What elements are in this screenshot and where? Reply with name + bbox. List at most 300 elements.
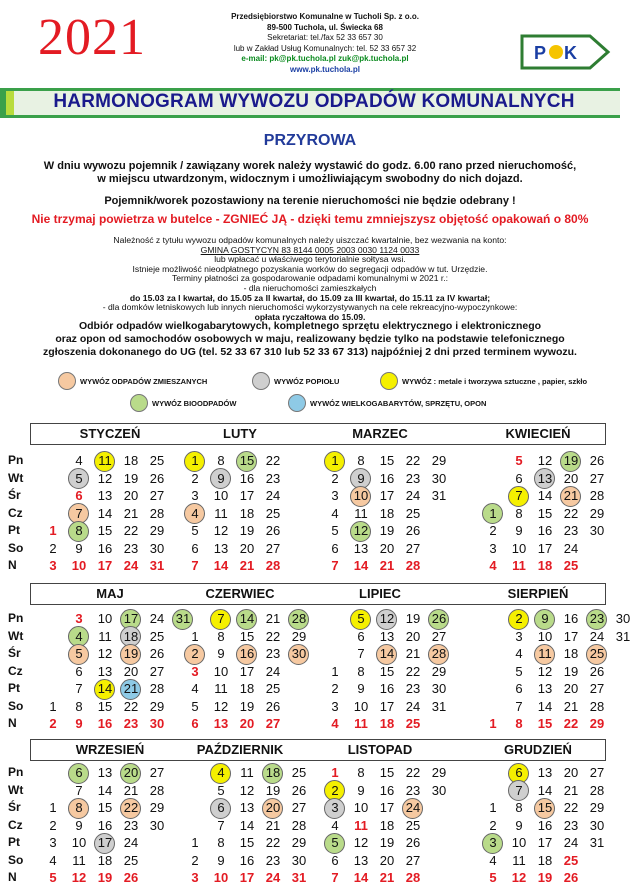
calendar-day: 26	[291, 782, 307, 798]
calendar-day: 24	[405, 800, 421, 815]
month-name: LIPIEC	[359, 586, 401, 601]
legend-item	[58, 372, 207, 390]
calendar-day: 27	[405, 540, 421, 556]
calendar-day: 22	[265, 835, 281, 850]
calendar-day: 3	[49, 835, 57, 850]
calendar-day: 18	[123, 453, 139, 468]
legend-item	[130, 394, 236, 412]
calendar-day: 15	[239, 628, 255, 644]
calendar-day: 28	[149, 782, 165, 798]
title-banner	[0, 88, 620, 118]
calendar-day: 29	[431, 765, 447, 780]
calendar-day: 13	[353, 540, 369, 556]
calendar-day: 4	[331, 505, 339, 521]
calendar-day: 12	[353, 835, 369, 850]
calendar-day: 23	[405, 681, 421, 696]
calendar-day: 6	[217, 800, 225, 815]
calendar-day: 5	[357, 611, 365, 626]
calendar-day: 9	[541, 611, 549, 626]
weekday-label: Pt	[8, 681, 20, 695]
calendar-day: 11	[512, 558, 526, 573]
calendar-day: 19	[265, 782, 281, 798]
calendar-day: 25	[291, 765, 307, 780]
calendar-day: 23	[123, 540, 139, 556]
month-name: MAJ	[96, 586, 124, 601]
calendar-day: 17	[563, 628, 579, 644]
calendar-day: 3	[489, 540, 497, 556]
calendar-day: 24	[149, 611, 165, 626]
legend-label: WYWÓZ POPIOŁU	[274, 376, 340, 386]
calendar-day: 28	[405, 558, 421, 573]
calendar-day: 12	[511, 870, 527, 885]
calendar-day: 19	[123, 646, 139, 661]
calendar-day: 9	[515, 817, 523, 833]
calendar-day: 14	[379, 646, 395, 661]
calendar-day: 5	[191, 523, 199, 538]
legend-swatch-icon	[130, 394, 148, 412]
calendar-day: 7	[75, 505, 83, 521]
calendar-day: 24	[123, 835, 139, 850]
calendar-day: 9	[217, 470, 225, 486]
calendar-day: 26	[149, 646, 165, 661]
calendar-day: 15	[379, 765, 395, 780]
calendar-day: 10	[511, 540, 527, 556]
calendar-day: 7	[217, 817, 225, 833]
weekday-label: Cz	[8, 505, 23, 520]
calendar-day: 21	[379, 558, 395, 573]
calendar-day: 7	[331, 870, 339, 885]
calendar-day: 16	[239, 852, 255, 868]
calendar-day: 1	[49, 523, 57, 538]
calendar-day: 16	[537, 817, 553, 833]
calendar-day: 23	[563, 523, 579, 538]
calendar-day: 11	[512, 852, 526, 868]
calendar-day: 24	[265, 488, 281, 503]
calendar-day: 10	[97, 611, 113, 626]
calendar-day: 5	[217, 782, 225, 798]
calendar-day: 12	[239, 782, 255, 798]
calendar-day: 8	[217, 453, 225, 468]
calendar-day: 30	[589, 523, 605, 538]
calendar-day: 20	[265, 800, 281, 815]
calendar-day: 31	[149, 558, 165, 573]
calendar-day: 28	[149, 681, 165, 696]
calendar-day: 11	[72, 852, 86, 868]
calendar-day: 4	[489, 852, 497, 868]
company-logo	[520, 30, 610, 79]
calendar-day: 15	[537, 800, 553, 815]
calendar-day: 5	[515, 453, 523, 468]
calendar-day: 29	[149, 698, 165, 714]
calendar-day: 5	[331, 523, 339, 538]
weekday-label: Pn	[8, 765, 24, 779]
calendar-day: 8	[75, 800, 83, 815]
calendar-day: 23	[589, 611, 605, 626]
calendar-day: 17	[379, 698, 395, 714]
calendar-day: 17	[379, 488, 395, 503]
calendar-day: 13	[379, 628, 395, 644]
calendar-day: 4	[191, 505, 199, 521]
company-www[interactable]: www.pk.tuchola.pl	[290, 64, 360, 74]
legend-swatch-icon	[58, 372, 76, 390]
calendar-day: 29	[589, 716, 605, 731]
calendar-day: 6	[191, 540, 199, 556]
month-name: GRUDZIEŃ	[504, 742, 572, 757]
weekday-label: Pt	[8, 523, 20, 537]
calendar-day: 20	[123, 663, 139, 679]
calendar-day: 3	[191, 663, 199, 679]
notice-setout-line: W dniu wywozu pojemnik / zawiązany worek należy wystawić do godz. 6.00 rano przed nieruchomość,	[43, 160, 577, 172]
calendar-day: 11	[214, 681, 228, 696]
calendar-day: 31	[615, 628, 631, 644]
calendar-day: 5	[489, 870, 497, 885]
notice-setout-line: w miejscu utwardzonym, widocznym i umożliwiającym swobodny do nich dojazd.	[97, 173, 523, 185]
calendar-day: 8	[357, 663, 365, 679]
calendar-day: 7	[75, 681, 83, 696]
calendar-day: 17	[97, 558, 113, 573]
calendar-day: 7	[515, 782, 523, 798]
calendar-day: 20	[563, 681, 579, 696]
calendar-day: 25	[149, 628, 165, 644]
calendar-day: 23	[265, 470, 281, 486]
calendar-day: 6	[331, 540, 339, 556]
calendar-day: 22	[563, 505, 579, 521]
calendar-day: 4	[331, 817, 339, 833]
calendar-day: 18	[379, 505, 395, 521]
calendar-day: 25	[589, 646, 605, 661]
calendar-day: 2	[49, 817, 57, 833]
calendar-day: 26	[589, 453, 605, 468]
calendar-day: 10	[353, 488, 369, 503]
calendar-day: 6	[357, 628, 365, 644]
payment-info	[10, 236, 610, 322]
calendar-day: 27	[291, 800, 307, 815]
bulky-line: oraz opon od samochodów osobowych w maju, realizowany będzie tylko na podstawie telefonicznego	[55, 333, 565, 345]
calendar-day: 22	[123, 800, 139, 815]
legend-item	[380, 372, 587, 390]
calendar-day: 25	[265, 505, 281, 521]
calendar-day: 17	[123, 611, 139, 626]
calendar-day: 28	[589, 488, 605, 503]
calendar-day: 8	[515, 716, 523, 731]
payment-lump-sum: opłata ryczałtowa do 15.09.	[254, 311, 366, 322]
calendar-day: 14	[353, 558, 369, 573]
calendar-day: 11	[354, 817, 368, 833]
calendar-day: 20	[123, 765, 139, 780]
calendar-day: 20	[379, 540, 395, 556]
calendar-day: 22	[563, 800, 579, 815]
village-name: PRZYROWA	[263, 132, 357, 149]
calendar-day: 20	[123, 488, 139, 503]
calendar-day: 18	[379, 817, 395, 833]
calendar-day: 6	[75, 765, 83, 780]
calendar-day: 2	[191, 646, 199, 661]
calendar-day: 19	[97, 870, 113, 885]
calendar-day: 21	[405, 646, 421, 661]
calendar-day: 26	[405, 835, 421, 850]
calendar-day: 4	[75, 628, 83, 644]
calendar-day: 14	[239, 611, 255, 626]
month-name: CZERWIEC	[205, 586, 275, 601]
weekday-label: Cz	[8, 817, 23, 832]
calendar-day: 25	[405, 716, 421, 731]
calendar-day: 8	[217, 835, 225, 850]
calendar-day: 21	[265, 611, 281, 626]
calendar-day: 25	[405, 817, 421, 833]
calendar-day: 25	[123, 852, 139, 868]
calendar-day: 18	[537, 852, 553, 868]
calendar-day: 6	[515, 470, 523, 486]
calendar-day: 13	[213, 716, 229, 731]
calendar-day: 20	[239, 540, 255, 556]
calendar-day: 23	[265, 852, 281, 868]
calendar-day: 2	[331, 681, 339, 696]
calendar-day: 9	[217, 852, 225, 868]
calendar-day: 4	[49, 852, 57, 868]
legend-label: WYWÓZ : metale i tworzywa sztuczne , papier, szkło	[402, 376, 588, 386]
weekday-label: N	[8, 870, 17, 884]
calendar-day: 2	[49, 540, 57, 556]
calendar-day: 11	[214, 505, 228, 521]
calendar-day: 10	[71, 558, 87, 573]
calendar-day: 27	[589, 681, 605, 696]
calendar-day: 2	[191, 470, 199, 486]
calendar-day: 5	[49, 870, 57, 885]
calendar-day: 31	[431, 488, 447, 503]
calendar-day: 24	[265, 663, 281, 679]
calendar-day: 18	[563, 646, 579, 661]
calendar-day: 16	[379, 470, 395, 486]
svg-text:K: K	[564, 43, 577, 63]
calendar-day: 15	[97, 800, 113, 815]
calendar-day: 14	[97, 681, 113, 696]
calendar-day: 1	[191, 835, 199, 850]
calendar-day: 3	[331, 488, 339, 503]
calendar-day: 1	[49, 698, 57, 714]
calendar-day: 6	[515, 765, 523, 780]
calendar-day: 30	[589, 817, 605, 833]
calendar-day: 8	[357, 453, 365, 468]
month-name: PAŹDZIERNIK	[196, 742, 284, 757]
calendar-day: 5	[331, 835, 339, 850]
calendar-day: 8	[515, 800, 523, 815]
calendar-day: 28	[291, 817, 307, 833]
svg-text:P: P	[534, 43, 547, 63]
calendar-day: 2	[331, 470, 339, 486]
weekday-label: Wt	[8, 470, 24, 485]
calendar-day: 10	[353, 698, 369, 714]
calendar-day: 26	[265, 523, 281, 538]
calendar-day: 28	[405, 870, 421, 885]
calendar-day: 26	[123, 870, 139, 885]
calendar-day: 19	[239, 523, 255, 538]
calendar-day: 4	[217, 765, 225, 780]
calendar-day: 20	[405, 628, 421, 644]
calendar-day: 15	[239, 453, 255, 468]
calendar-day: 21	[563, 782, 579, 798]
calendar-day: 22	[405, 453, 421, 468]
calendar-day: 13	[97, 765, 113, 780]
calendar-day: 27	[431, 628, 447, 644]
calendar-day: 29	[589, 800, 605, 815]
calendar-day: 26	[431, 611, 447, 626]
calendar-day: 7	[331, 558, 339, 573]
calendar-day: 12	[97, 470, 113, 486]
calendar-day: 25	[149, 453, 165, 468]
calendar-day: 1	[331, 453, 339, 468]
calendar-day: 13	[353, 852, 369, 868]
calendar-day: 20	[563, 765, 579, 780]
calendar-day: 16	[97, 540, 113, 556]
year-title: 2021	[38, 9, 146, 66]
calendar-day: 29	[589, 505, 605, 521]
calendar-day: 5	[515, 663, 523, 679]
payment-line: Terminy płatności za gospodarowanie odpadami komunalnymi w 2021 r.:	[171, 273, 449, 284]
calendar-day: 6	[75, 663, 83, 679]
calendar-day: 19	[123, 470, 139, 486]
calendar-day: 17	[537, 540, 553, 556]
calendar-day: 30	[431, 681, 447, 696]
calendar-day: 3	[49, 558, 57, 573]
month-name: WRZESIEŃ	[75, 742, 145, 757]
calendar-day: 6	[75, 488, 83, 503]
company-phone-2: lub w Zakład Usług Komunalnych: tel. 52 33 657 32	[233, 43, 417, 53]
legend-label: WYWÓZ WIELKOGABARYTÓW, SPRZĘTU, OPON	[310, 398, 487, 408]
calendar-day: 7	[191, 558, 199, 573]
company-email[interactable]: e-mail: pk@pk.tuchola.pl zuk@pk.tuchola.pl	[241, 54, 409, 63]
calendar-day: 25	[405, 505, 421, 521]
calendar-day: 3	[331, 698, 339, 714]
calendar-day: 17	[379, 800, 395, 815]
calendar-day: 16	[239, 470, 255, 486]
calendar-day: 11	[354, 716, 368, 731]
calendar-day: 16	[97, 817, 113, 833]
calendar-day: 8	[75, 698, 83, 714]
calendar-day: 31	[431, 698, 447, 714]
calendar-day: 18	[379, 716, 395, 731]
month-name: KWIECIEŃ	[505, 426, 571, 441]
calendar-day: 13	[537, 681, 553, 696]
calendar-day: 19	[405, 611, 421, 626]
calendar-day: 26	[149, 470, 165, 486]
calendar-day: 30	[431, 782, 447, 798]
legend-swatch-icon	[288, 394, 306, 412]
calendar-day: 22	[123, 698, 139, 714]
legend-item	[288, 394, 486, 412]
calendar-day: 29	[291, 835, 307, 850]
calendar-day: 22	[123, 523, 139, 538]
calendar-day: 3	[191, 488, 199, 503]
legend-swatch-icon	[252, 372, 270, 390]
calendar-day: 13	[239, 800, 255, 815]
legend-label: WYWÓZ ODPADÓW ZMIESZANYCH	[80, 376, 208, 386]
calendar-day: 3	[515, 628, 523, 644]
calendar-day: 20	[239, 716, 255, 731]
payment-line: - dla nieruchomości zamieszkałych	[243, 282, 377, 293]
calendar-day: 27	[149, 663, 165, 679]
calendar-day: 24	[589, 628, 605, 644]
calendar-day: 1	[489, 716, 497, 731]
calendar-day: 3	[331, 800, 339, 815]
calendar-day: 25	[563, 852, 579, 868]
calendar-day: 18	[537, 558, 553, 573]
calendar-day: 2	[489, 817, 497, 833]
calendar-day: 20	[379, 852, 395, 868]
calendar-day: 15	[97, 698, 113, 714]
notice-crush-bottle: Nie trzymaj powietrza w butelce - ZGNIEĆ JĄ - dzięki temu zmniejszysz objętość opakowań o 80%	[31, 212, 589, 226]
calendar-day: 13	[537, 470, 553, 486]
calendar-day: 11	[98, 453, 112, 468]
calendar-day: 28	[149, 505, 165, 521]
calendar-day: 29	[431, 663, 447, 679]
calendar-day: 2	[49, 716, 57, 731]
notice-setout	[10, 160, 610, 186]
calendar-day: 1	[191, 453, 199, 468]
calendar-day: 30	[149, 540, 165, 556]
calendar-day: 28	[265, 558, 281, 573]
calendar-day: 9	[357, 782, 365, 798]
calendar-day: 27	[405, 852, 421, 868]
calendar-day: 26	[405, 523, 421, 538]
calendar-day: 12	[71, 870, 87, 885]
calendar-day: 19	[239, 698, 255, 714]
calendar-day: 30	[431, 470, 447, 486]
calendar-day: 17	[97, 835, 113, 850]
calendar-day: 23	[123, 716, 139, 731]
calendar-day: 26	[589, 663, 605, 679]
calendar-day: 6	[331, 852, 339, 868]
calendar-day: 1	[331, 765, 339, 780]
calendar-day: 2	[191, 852, 199, 868]
calendar-day: 10	[353, 800, 369, 815]
calendar-day: 14	[537, 488, 553, 503]
calendar-day: 3	[75, 611, 83, 626]
company-name: Przedsiębiorstwo Komunalne w Tucholi Sp. z o.o.	[231, 12, 419, 21]
payment-deadlines: do 15.03 za I kwartał, do 15.05 za II kwartał, do 15.09 za III kwartał, do 15.11 za IV kwartał;	[129, 292, 491, 303]
legend-swatch-icon	[380, 372, 398, 390]
calendar-day: 7	[515, 488, 523, 503]
calendar-day: 10	[71, 835, 87, 850]
calendar-day: 10	[537, 628, 553, 644]
calendar-day: 9	[357, 681, 365, 696]
calendar-day: 23	[563, 817, 579, 833]
calendar-day: 7	[515, 698, 523, 714]
payment-line: Należność z tytułu wywozu odpadów komunalnych należy uiszczać kwartalnie, bez wezwania na konto:	[113, 235, 507, 245]
calendar-day: 27	[265, 540, 281, 556]
month-name: LUTY	[223, 426, 257, 441]
calendar-day: 29	[291, 628, 307, 644]
calendar-day: 8	[357, 765, 365, 780]
calendar-day: 21	[123, 681, 139, 696]
calendar-day: 25	[563, 558, 579, 573]
calendar-day: 19	[379, 835, 395, 850]
calendar-day: 27	[149, 488, 165, 503]
calendar-day: 21	[563, 698, 579, 714]
calendar-day: 8	[217, 628, 225, 644]
calendar-day: 21	[563, 488, 579, 503]
calendar-day: 19	[563, 663, 579, 679]
calendar-day: 17	[239, 870, 255, 885]
calendar-day: 13	[97, 488, 113, 503]
calendar-day: 10	[511, 835, 527, 850]
calendar-day: 22	[265, 453, 281, 468]
calendar-day: 27	[589, 765, 605, 780]
calendar-day: 22	[563, 716, 579, 731]
calendar-day: 9	[75, 817, 83, 833]
company-phone-1: Sekretariat: tel./fax 52 33 657 30	[267, 33, 383, 42]
calendar-day: 22	[405, 765, 421, 780]
calendar-day: 27	[149, 765, 165, 780]
